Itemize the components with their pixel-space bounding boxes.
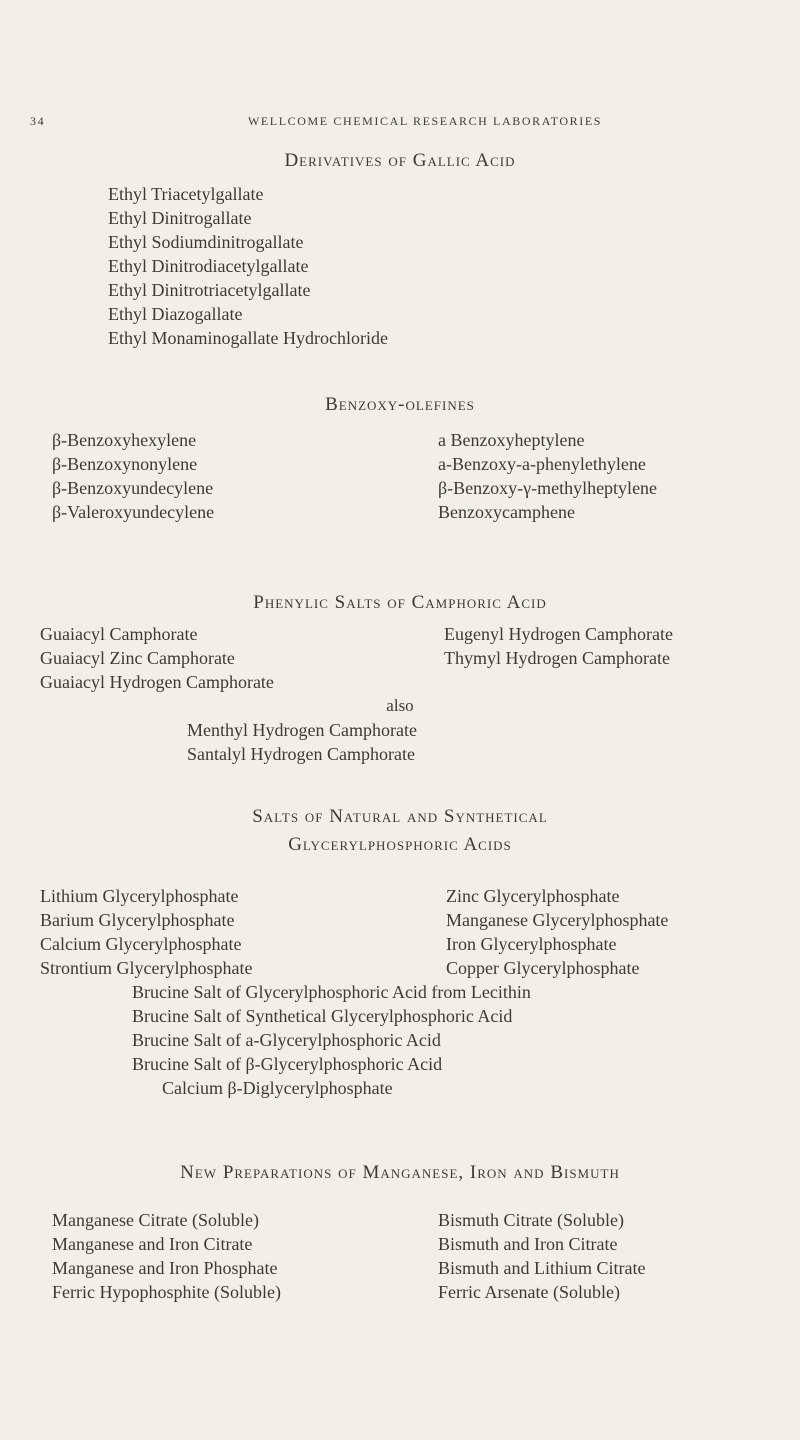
section-title-glycero-1: Salts of Natural and Synthetical [252, 806, 548, 827]
list-item: Brucine Salt of a-Glycerylphosphoric Acid [132, 1030, 441, 1050]
list-item: Eugenyl Hydrogen Camphorate [444, 624, 673, 644]
list-item: Menthyl Hydrogen Camphorate [187, 720, 417, 740]
phenylic-right-list [444, 622, 673, 670]
section-title-gallic: Derivatives of Gallic Acid [284, 150, 516, 171]
list-item: Bismuth and Iron Citrate [438, 1234, 618, 1254]
benzoxy-right-list [438, 428, 657, 524]
list-item: Santalyl Hydrogen Camphorate [187, 744, 415, 764]
glycero-left-list [40, 884, 252, 980]
list-item: Manganese and Iron Citrate [52, 1234, 253, 1254]
list-item: Ethyl Dinitrotriacetylgallate [108, 280, 311, 300]
list-item: Guaiacyl Hydrogen Camphorate [40, 672, 274, 692]
section-title-benzoxy: Benzoxy-olefines [325, 394, 475, 415]
section-title-manganese: New Preparations of Manganese, Iron and Bismuth [180, 1162, 620, 1183]
list-item: β-Benzoxynonylene [52, 454, 198, 474]
glycero-extra-list [132, 980, 531, 1100]
list-item: Strontium Glycerylphosphate [40, 958, 253, 978]
list-item: Calcium Glycerylphosphate [40, 934, 242, 954]
gallic-list [108, 182, 388, 350]
benzoxy-left-list [52, 428, 214, 524]
phenylic-left-list [40, 622, 274, 694]
list-item: Manganese and Iron Phosphate [52, 1258, 278, 1278]
list-item: Guaiacyl Camphorate [40, 624, 198, 644]
list-item: Ethyl Triacetylgallate [108, 184, 264, 204]
list-item: Copper Glycerylphosphate [446, 958, 640, 978]
manganese-left-list [52, 1208, 281, 1304]
list-item: β-Benzoxyundecylene [52, 478, 214, 498]
list-item: Manganese Citrate (Soluble) [52, 1210, 259, 1230]
list-item: β-Valeroxyundecylene [52, 502, 215, 522]
list-item: β-Benzoxy-γ-methylheptylene [438, 478, 658, 498]
list-item: Bismuth and Lithium Citrate [438, 1258, 646, 1278]
section-title-glycero-2: Glycerylphosphoric Acids [288, 834, 512, 855]
running-title: WELLCOME CHEMICAL RESEARCH LABORATORIES [247, 114, 603, 128]
list-item: Ethyl Diazogallate [108, 304, 243, 324]
list-item: Zinc Glycerylphosphate [446, 886, 620, 906]
list-item: a Benzoxyheptylene [438, 430, 585, 450]
list-item: Guaiacyl Zinc Camphorate [40, 648, 235, 668]
list-item: Ethyl Dinitrodiacetylgallate [108, 256, 309, 276]
section-title-phenylic: Phenylic Salts of Camphoric Acid [253, 592, 547, 613]
list-item: Brucine Salt of Glycerylphosphoric Acid from Lecithin [132, 982, 531, 1002]
phenylic-extra-list [187, 718, 417, 766]
list-item: β-Benzoxyhexylene [52, 430, 197, 450]
glycero-right-list [446, 884, 668, 980]
list-item: Ethyl Monaminogallate Hydrochloride [108, 328, 388, 348]
list-item: Benzoxycamphene [438, 502, 575, 522]
manganese-right-list [438, 1208, 645, 1304]
page-number: 34 [30, 114, 46, 128]
list-item: Manganese Glycerylphosphate [446, 910, 669, 930]
list-item: Calcium β-Diglycerylphosphate [162, 1078, 393, 1098]
list-item: Iron Glycerylphosphate [446, 934, 617, 954]
list-item: Ethyl Dinitrogallate [108, 208, 252, 228]
list-item: a-Benzoxy-a-phenylethylene [438, 454, 646, 474]
list-item: Ferric Hypophosphite (Soluble) [52, 1282, 281, 1302]
list-item: Barium Glycerylphosphate [40, 910, 235, 930]
list-item: Thymyl Hydrogen Camphorate [444, 648, 670, 668]
list-item: Lithium Glycerylphosphate [40, 886, 239, 906]
list-item: Ethyl Sodiumdinitrogallate [108, 232, 304, 252]
list-item: Ferric Arsenate (Soluble) [438, 1282, 620, 1302]
list-item: Brucine Salt of β-Glycerylphosphoric Acid [132, 1054, 443, 1074]
list-item: Bismuth Citrate (Soluble) [438, 1210, 624, 1230]
also-text: also [386, 696, 414, 715]
list-item: Brucine Salt of Synthetical Glycerylphosphoric Acid [132, 1006, 513, 1026]
